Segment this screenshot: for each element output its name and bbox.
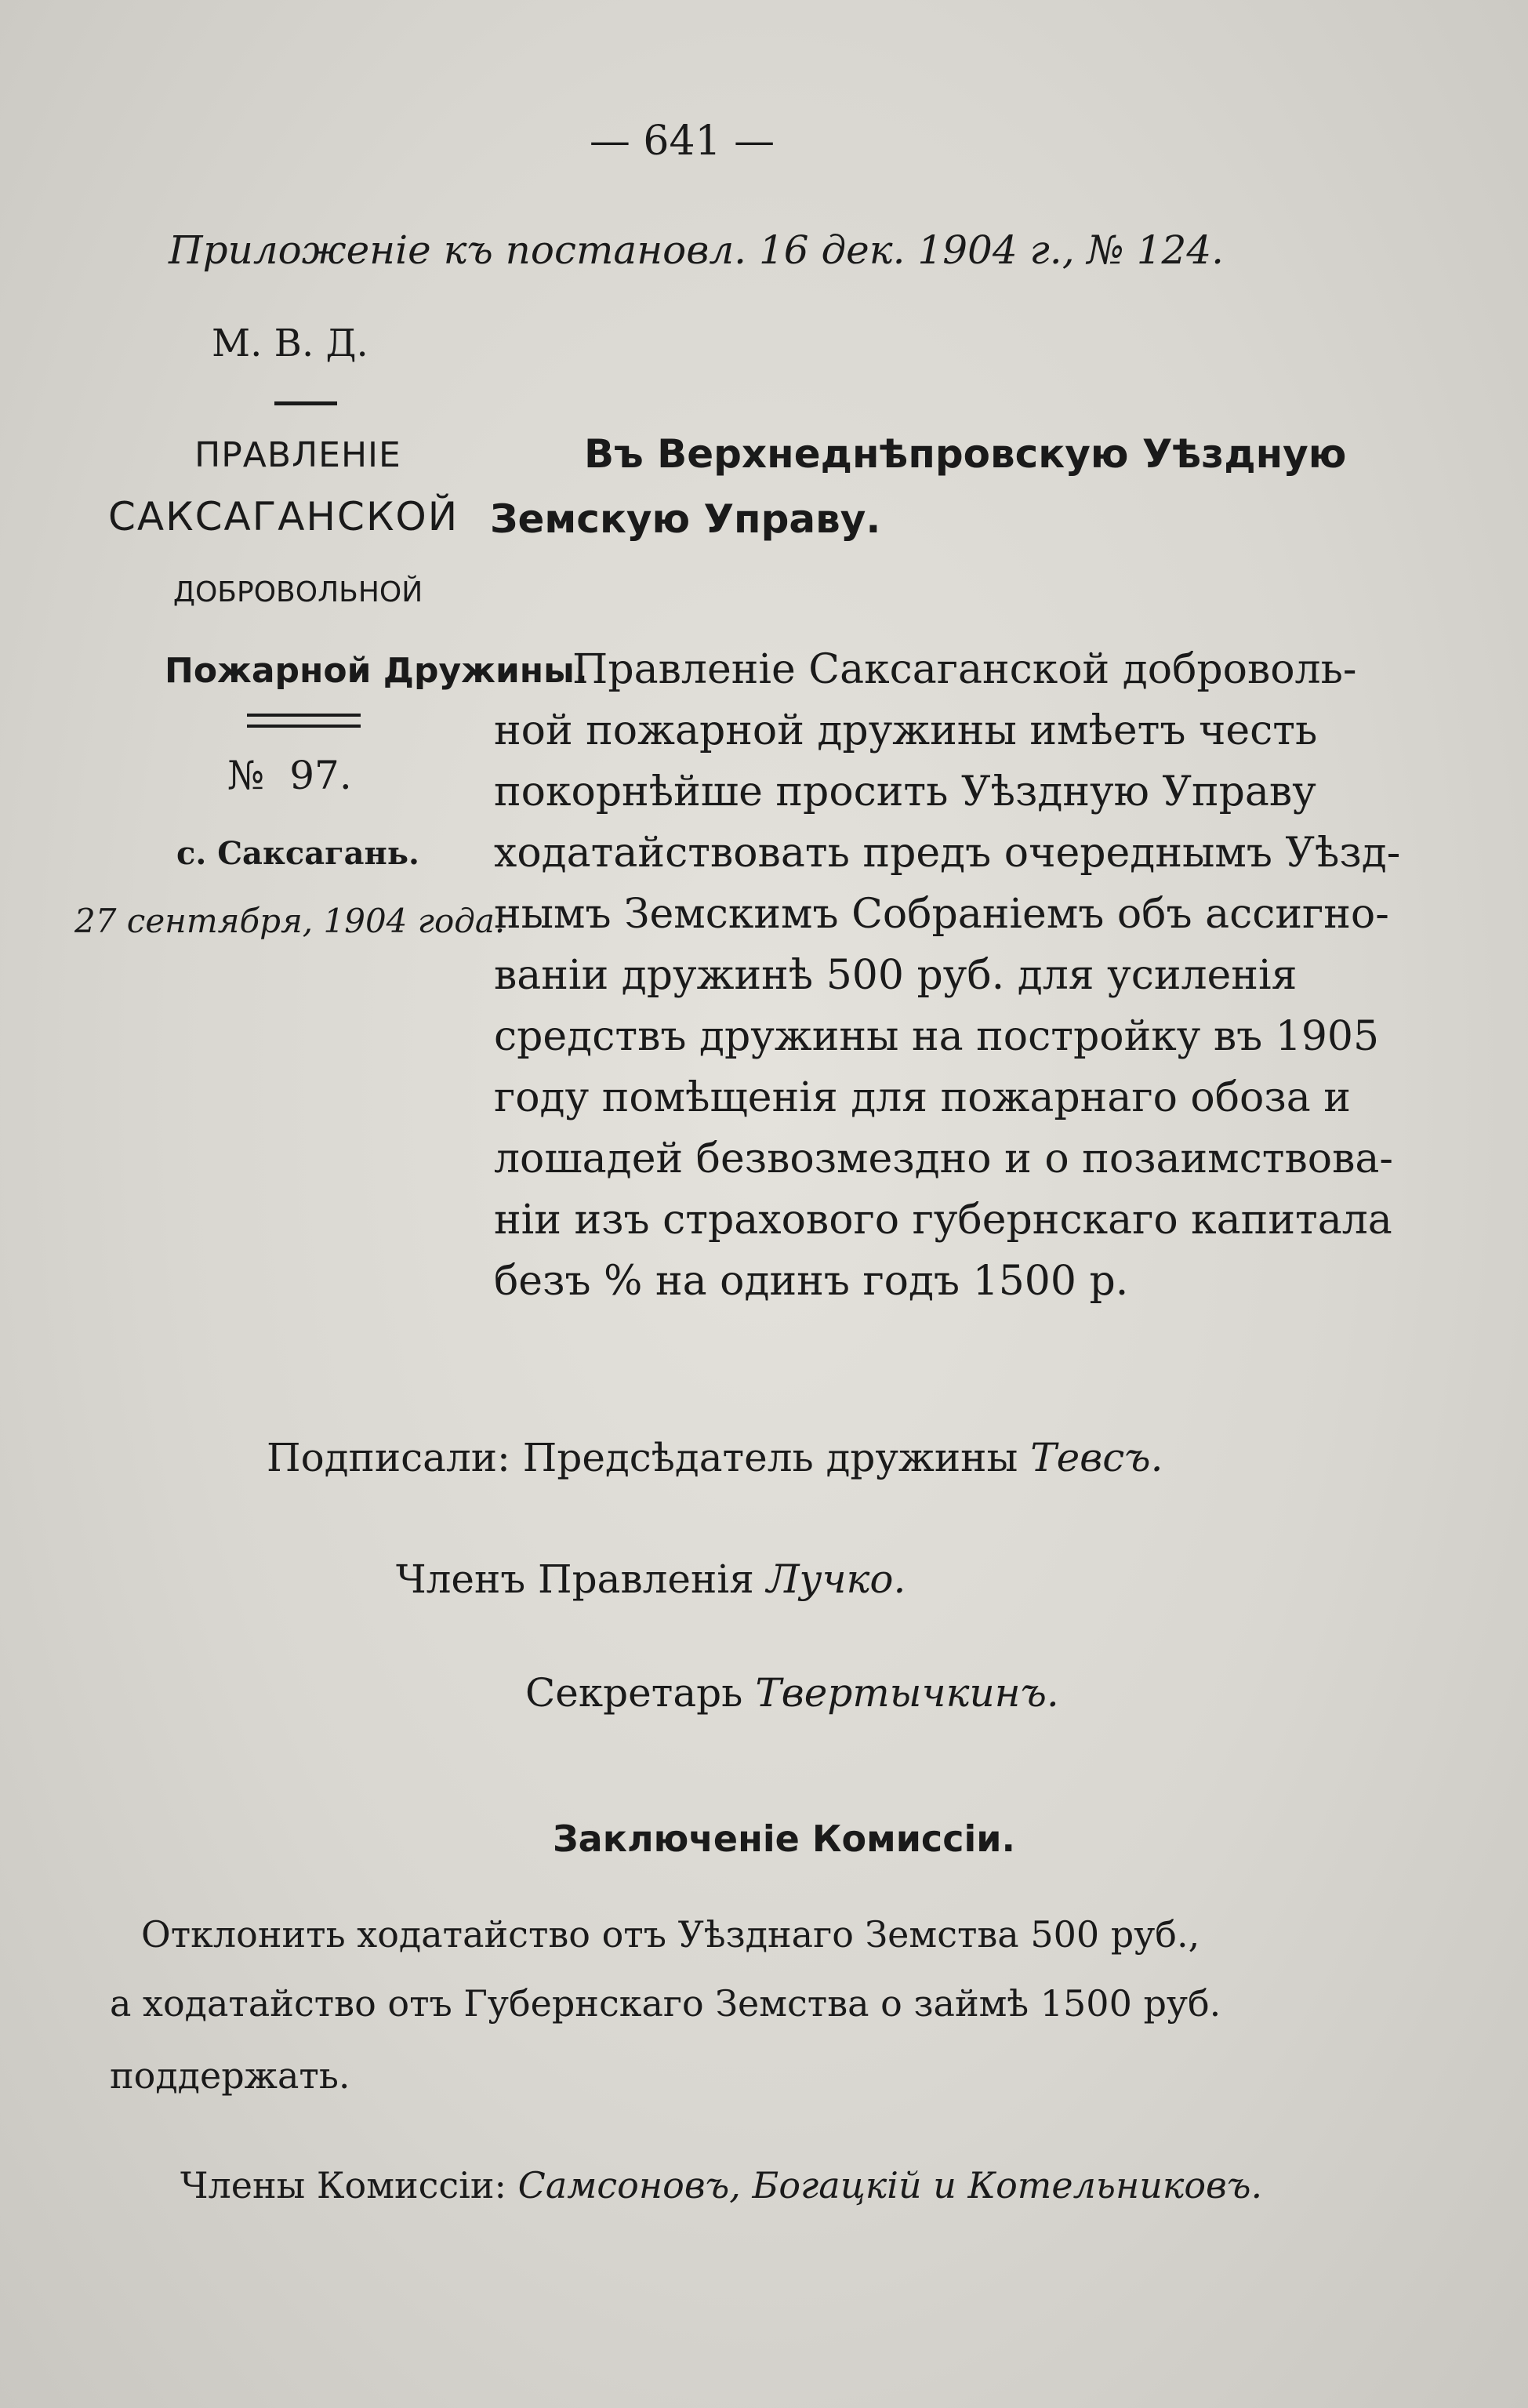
signature-secretary-label: Секретарь [525, 1670, 743, 1716]
petition-line: ходатайствовать предъ очереднымъ Уѣзд- [494, 830, 1401, 877]
page-number: — 641 — [589, 118, 775, 165]
signature-chair-label: Подписали: Предсѣдатель дружины [267, 1435, 1018, 1480]
petition-line: нымъ Земскимъ Собраніемъ объ ассигно- [494, 891, 1389, 938]
ministry-abbrev: М. В. Д. [212, 321, 368, 365]
signature-secretary [525, 1670, 1059, 1716]
place-name: с. Саксагань. [176, 835, 419, 872]
commission-members-label: Члены Комиссіи: [180, 2164, 507, 2206]
commission-members-names: Самсоновъ, Богацкій и Котельниковъ. [517, 2164, 1263, 2206]
petition-line: году помѣщенія для пожарнаго обоза и [494, 1074, 1351, 1121]
petition-line: средствъ дружины на постройку въ 1905 [494, 1013, 1380, 1060]
addressee-line1: Въ Верхнеднѣпровскую Уѣздную [584, 431, 1347, 477]
signature-chair-name: Тевсъ. [1030, 1435, 1163, 1480]
petition-line: покорнѣйше просить Уѣздную Управу [494, 768, 1316, 815]
petition-line: Правленіе Саксаганской доброволь- [572, 646, 1357, 693]
signature-member-name: Лучко. [766, 1556, 906, 1602]
petition-line: лошадей безвозмездно и о позаимствова- [494, 1135, 1393, 1182]
signature-member [396, 1556, 906, 1602]
addressee-line2: Земскую Управу. [490, 496, 881, 542]
divider-double-top [247, 714, 361, 717]
divider-short [274, 401, 337, 405]
document-number: № 97. [227, 753, 352, 798]
divider-double-bottom [247, 725, 361, 728]
signature-chair [267, 1435, 1163, 1480]
commission-members [180, 2164, 1262, 2206]
conclusion-heading: Заключеніе Комиссіи. [553, 1818, 1015, 1860]
appendix-reference: Приложеніе къ постановл. 16 дек. 1904 г., № 124. [169, 227, 1225, 273]
signature-member-label: Членъ Правленія [396, 1556, 754, 1602]
board-title-line2: САКСАГАНСКОЙ [108, 494, 459, 539]
board-title-line4: Пожарной Дружины. [165, 651, 588, 691]
conclusion-line2: а ходатайство отъ Губернскаго Земства о займѣ 1500 руб. [110, 1982, 1221, 2025]
board-title-line3: ДОБРОВОЛЬНОЙ [172, 576, 423, 608]
petition-line: ной пожарной дружины имѣетъ честь [494, 707, 1318, 754]
document-date: 27 сентября, 1904 года. [74, 902, 506, 940]
petition-line: ніи изъ страхового губернскаго капитала [494, 1197, 1392, 1244]
conclusion-line3: поддержать. [110, 2054, 350, 2097]
signature-secretary-name: Твертычкинъ. [755, 1670, 1059, 1716]
petition-body [494, 639, 1401, 1321]
board-title-line1: ПРАВЛЕНІЕ [194, 435, 401, 475]
petition-line: безъ % на одинъ годъ 1500 р. [494, 1258, 1129, 1305]
conclusion-line1: Отклонить ходатайство отъ Уѣзднаго Земства 500 руб., [141, 1913, 1200, 1956]
petition-line: ваніи дружинѣ 500 руб. для усиленія [494, 952, 1298, 999]
